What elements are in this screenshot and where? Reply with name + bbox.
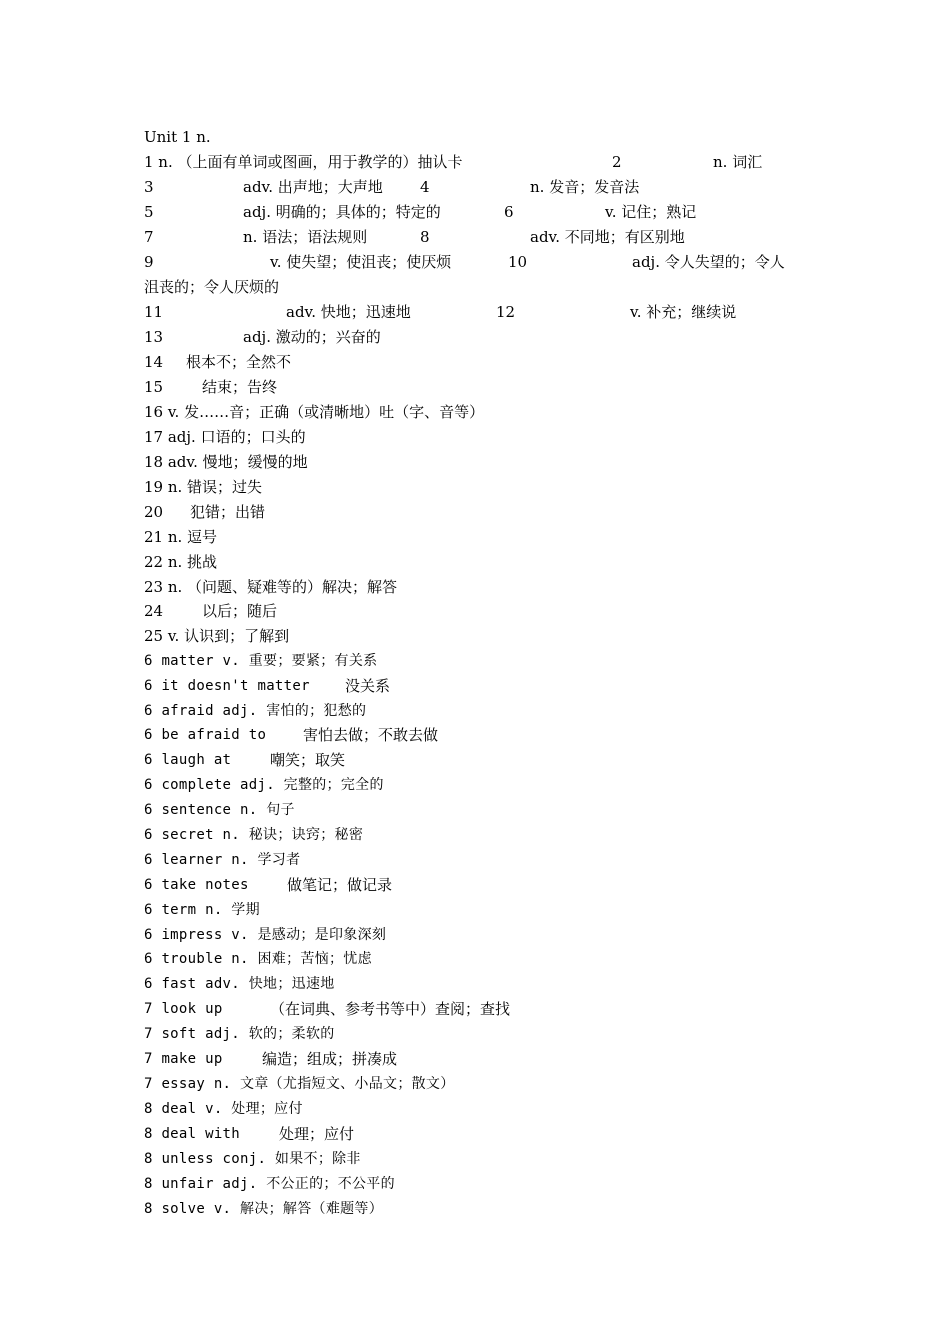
entry-4-definition: n. 发音；发音法	[530, 178, 640, 196]
word-line	[144, 1072, 455, 1096]
entry-19: 19 n. 错误；过失	[144, 478, 263, 496]
entry-10-definition: adj. 令人失望的；令人	[632, 253, 785, 271]
entry-6-number: 6	[504, 203, 514, 221]
entry-4-number: 4	[420, 178, 430, 196]
word-term: 7 soft adj. 软的；柔软的	[144, 1026, 335, 1042]
entry-7-number: 7	[144, 228, 154, 246]
word-line	[144, 1122, 355, 1146]
vocab-line-6	[144, 300, 737, 324]
entry-18: 18 adv. 慢地；缓慢的地	[144, 453, 308, 471]
word-term: 7 essay n. 文章（尤指短文、小品文；散文）	[144, 1076, 455, 1092]
word-line	[144, 997, 511, 1021]
vocab-line-10	[144, 500, 266, 524]
entry-3-definition: adv. 出声地；大声地	[243, 178, 383, 196]
word-term: 6 impress v. 是感动；是印象深刻	[144, 927, 387, 943]
word-term: 6 laugh at	[144, 752, 232, 768]
vocab-line-9	[144, 375, 278, 399]
word-line	[144, 873, 393, 897]
entry-10-number: 10	[508, 253, 528, 271]
word-line	[144, 748, 346, 772]
word-line	[144, 1147, 361, 1171]
entry-6-definition: v. 记住；熟记	[605, 203, 697, 221]
word-term: 6 learner n. 学习者	[144, 852, 301, 868]
entry-14-number: 14	[144, 353, 164, 371]
entry-8-number: 8	[420, 228, 430, 246]
word-line	[144, 823, 364, 847]
entry-12-number: 12	[496, 303, 516, 321]
word-term: 7 look up	[144, 1001, 223, 1017]
entry-24-number: 24	[144, 602, 164, 620]
entry-20-number: 20	[144, 503, 164, 521]
word-term: 7 make up	[144, 1051, 223, 1067]
word-definition: 没关系	[345, 677, 391, 695]
word-line	[144, 699, 367, 723]
word-line	[144, 848, 301, 872]
entry-9-definition: v. 使失望；使沮丧；使厌烦	[270, 253, 452, 271]
entry-22: 22 n. 挑战	[144, 553, 218, 571]
word-term: 6 complete adj. 完整的；完全的	[144, 777, 384, 793]
word-term: 6 fast adv. 快地；迅速地	[144, 976, 335, 992]
vocab-line-2	[144, 175, 640, 199]
entry-11-definition: adv. 快地；迅速地	[286, 303, 411, 321]
entry-16: 16 v. 发……音；正确（或清晰地）吐（字、音等）	[144, 403, 485, 421]
entry-25: 25 v. 认识到；了解到	[144, 627, 290, 645]
entry-11-number: 11	[144, 303, 164, 321]
word-line	[144, 1097, 303, 1121]
word-line	[144, 798, 295, 822]
word-term: 8 solve v. 解决；解答（难题等）	[144, 1201, 384, 1217]
entry-3-number: 3	[144, 178, 154, 196]
entry-13-definition: adj. 激动的；兴奋的	[243, 328, 381, 346]
entry-13-number: 13	[144, 328, 164, 346]
word-line	[144, 1172, 395, 1196]
entry-23: 23 n. （问题、疑难等的）解决；解答	[144, 578, 398, 596]
entry-5-number: 5	[144, 203, 154, 221]
vocab-line-3	[144, 200, 697, 224]
word-term: 8 unless conj. 如果不；除非	[144, 1151, 361, 1167]
word-term: 8 deal v. 处理；应付	[144, 1101, 303, 1117]
word-term: 6 take notes	[144, 877, 249, 893]
word-definition: 害怕去做；不敢去做	[303, 726, 439, 744]
entry-24-definition: 以后；随后	[202, 602, 278, 620]
word-term: 6 be afraid to	[144, 727, 267, 743]
word-definition: 处理；应付	[279, 1125, 355, 1143]
entry-12-definition: v. 补充；继续说	[630, 303, 737, 321]
word-term: 6 term n. 学期	[144, 902, 260, 918]
word-line	[144, 1047, 398, 1071]
entry-8-definition: adv. 不同地；有区别地	[530, 228, 685, 246]
word-line	[144, 723, 439, 747]
word-definition: （在词典、参考书等中）查阅；查找	[270, 1000, 511, 1018]
word-line	[144, 773, 384, 797]
unit-title: Unit 1 n.	[144, 128, 211, 146]
word-definition: 嘲笑；取笑	[270, 751, 346, 769]
vocab-line-7	[144, 325, 381, 349]
word-line	[144, 1197, 384, 1221]
entry-15-number: 15	[144, 378, 164, 396]
word-term: 8 unfair adj. 不公正的；不公平的	[144, 1176, 395, 1192]
entry-17: 17 adj. 口语的；口头的	[144, 428, 306, 446]
word-term: 8 deal with	[144, 1126, 241, 1142]
entry-14-definition: 根本不；全然不	[186, 353, 292, 371]
word-line	[144, 947, 372, 971]
word-line	[144, 972, 335, 996]
entry-7-definition: n. 语法；语法规则	[243, 228, 368, 246]
vocab-line-5	[144, 250, 785, 274]
word-definition: 编造；组成；拼凑成	[262, 1050, 398, 1068]
vocab-line-8	[144, 350, 292, 374]
vocab-line-11	[144, 599, 278, 623]
entry-20-definition: 犯错；出错	[190, 503, 266, 521]
word-line	[144, 649, 378, 673]
word-line	[144, 674, 391, 698]
word-term: 6 afraid adj. 害怕的；犯愁的	[144, 703, 367, 719]
word-term: 6 matter v. 重要；要紧；有关系	[144, 653, 378, 669]
entry-1: 1 n. （上面有单词或图画，用于教学的）抽认卡	[144, 153, 463, 171]
entry-2-definition: n. 词汇	[713, 153, 763, 171]
entry-21: 21 n. 逗号	[144, 528, 218, 546]
word-line	[144, 898, 260, 922]
entry-10-continuation: 沮丧的；令人厌烦的	[144, 278, 280, 296]
word-line	[144, 1022, 335, 1046]
entry-15-definition: 结束；告终	[202, 378, 278, 396]
word-line	[144, 923, 387, 947]
vocab-line-1	[144, 150, 763, 174]
word-definition: 做笔记；做记录	[287, 876, 393, 894]
word-term: 6 sentence n. 句子	[144, 802, 295, 818]
entry-2-number: 2	[612, 153, 622, 171]
vocab-line-4	[144, 225, 685, 249]
entry-9-number: 9	[144, 253, 154, 271]
entry-5-definition: adj. 明确的；具体的；特定的	[243, 203, 441, 221]
word-term: 6 trouble n. 困难；苦恼；忧虑	[144, 951, 372, 967]
word-term: 6 secret n. 秘诀；诀窍；秘密	[144, 827, 364, 843]
word-term: 6 it doesn't matter	[144, 678, 310, 694]
